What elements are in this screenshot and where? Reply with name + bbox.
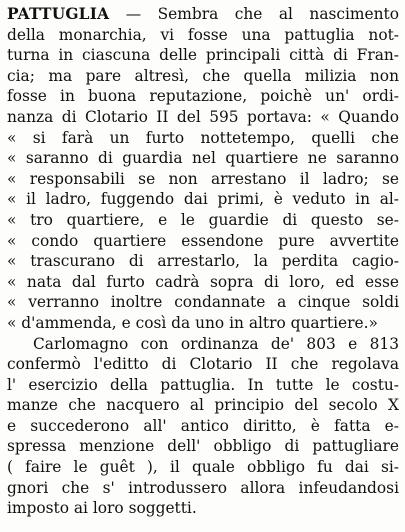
text-line: « nata dal furto cadrà sopra di loro, ed esse bbox=[7, 272, 399, 291]
text-line: « responsabili se non arrestano il ladro; se bbox=[7, 169, 399, 188]
text-line: l' esercizio della pattuglia. In tutte le costu- bbox=[7, 375, 399, 394]
text-line: « tro quartiere, e le guardie di questo se- bbox=[7, 210, 399, 229]
text-line: nanza di Clotario II del 595 portava: « Quando bbox=[7, 107, 399, 126]
text-line: gnori che s' introdussero allora infeudandosi bbox=[7, 478, 399, 497]
text-line: della monarchia, vi fosse una pattuglia not- bbox=[7, 25, 399, 44]
text-line: « condo quartiere essendone pure avvertite bbox=[7, 231, 399, 250]
entry-dash: — bbox=[109, 5, 158, 23]
text-line: Carlomagno con ordinanza de' 803 e 813 bbox=[33, 334, 399, 353]
text-line: manze che nacquero al principio del secolo X bbox=[7, 396, 399, 415]
text-line: spressa menzione dell' obbligo di pattugliare bbox=[7, 437, 399, 456]
text-line: « trascurano di arrestarlo, la perdita cagio- bbox=[7, 252, 399, 271]
text-line: fosse in buona reputazione, poichè un' ordi- bbox=[7, 87, 399, 106]
text-line: « verranno inoltre condannate a cinque soldi bbox=[7, 293, 399, 312]
text-line: « si farà un furto nottetempo, quelli che bbox=[7, 128, 399, 147]
text-line: cia; ma pare altresì, che quella milizia non bbox=[7, 66, 399, 85]
paragraph-1 bbox=[7, 25, 399, 334]
text-line: « il ladro, fuggendo dai primi, è veduto in al- bbox=[7, 190, 399, 209]
text-line: ( faire le guêt ), il quale obbligo fu dai si- bbox=[7, 458, 399, 477]
paragraph-2 bbox=[7, 334, 399, 519]
entry-first-line bbox=[7, 4, 399, 25]
text-line: « saranno di guardia nel quartiere ne saranno bbox=[7, 149, 399, 168]
text-line: e succederono all' antico diritto, è fatta e- bbox=[7, 416, 399, 435]
entry-heading: PATTUGLIA bbox=[7, 5, 110, 23]
text-line: imposto ai loro soggetti. bbox=[7, 499, 197, 518]
text-line: confermò l'editto di Clotario II che regolava bbox=[7, 355, 399, 374]
text-line: turna in ciascuna delle principali città di Fran- bbox=[7, 46, 399, 65]
entry-first-line-text: Sembra che al nascimento bbox=[157, 5, 399, 23]
text-line: « d'ammenda, e così da uno in altro quartiere.» bbox=[7, 313, 378, 332]
